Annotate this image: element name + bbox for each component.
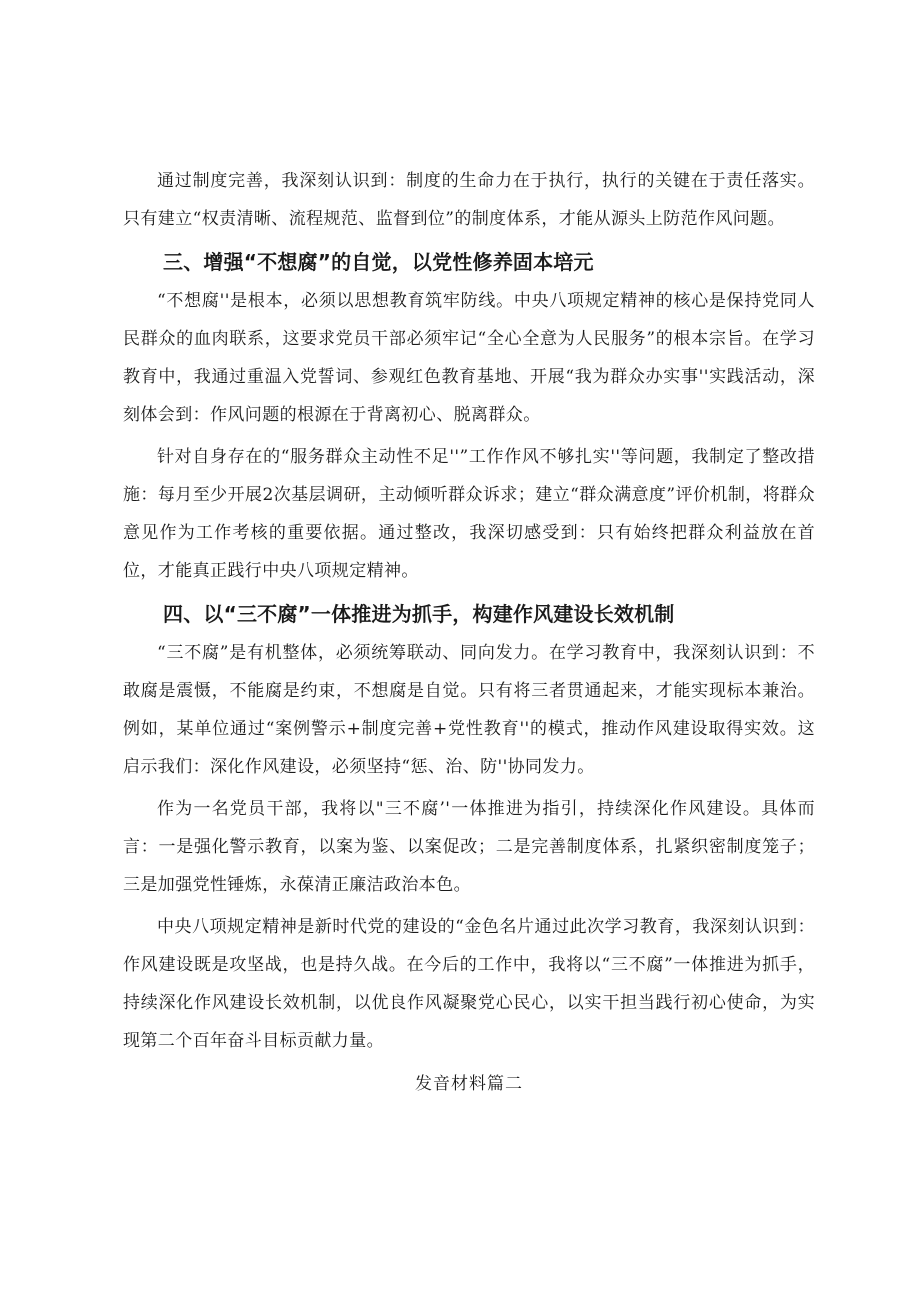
section-heading-four: 四、以“三不腐”一体推进为抓手，构建作风建设长效机制 xyxy=(163,602,675,626)
paragraph-rectification-measures: 针对自身存在的“服务群众主动性不足''”工作作风不够扎实''等问题，我制定了整改措施：每月至少开展2次基层调研，主动倾听群众诉求；建立“群众满意度”评价机制，将群众意见作为工作考核的重要依据。通过整改，我深切感受到：只有始终把群众利益放在首位，才能真正践行中央八项规定精神。 xyxy=(123,447,815,581)
paragraph-conclusion: 中央八项规定精神是新时代党的建设的“金色名片通过此次学习教育，我深刻认识到：作风建设既是攻坚战，也是持久战。在今后的工作中，我将以“三不腐”一体推进为抓手，持续深化作风建设长效机制，以优良作风凝聚党心民心，以实干担当践行初心使命，为实现第二个百年奋斗目标贡献力量。 xyxy=(123,917,815,1051)
paragraph-not-want-corrupt: “不想腐''是根本，必须以思想教育筑牢防线。中央八项规定精神的核心是保持党同人民群众的血肉联系，这要求党员干部必须牢记“全心全意为人民服务”的根本宗旨。在学习教育中，我通过重温入党誓词、参观红色教育基地、开展“我为群众办实事''实践活动，深刻体会到：作风问题的根源在于背离初心、脱离群众。 xyxy=(123,291,815,425)
paragraph-institution-execution: 通过制度完善，我深刻认识到：制度的生命力在于执行，执行的关键在于责任落实。只有建立“权责清晰、流程规范、监督到位”的制度体系，才能从源头上防范作风问题。 xyxy=(123,171,815,229)
document-body xyxy=(123,162,815,1104)
section-heading-three: 三、增强“不想腐”的自觉，以党性修养固本培元 xyxy=(163,250,594,274)
paragraph-party-member-commitment: 作为一名党员干部，我将以"三不腐’'一体推进为指引，持续深化作风建设。具体而言：一是强化警示教育，以案为鉴、以案促改；二是完善制度体系，扎紧织密制度笼子；三是加强党性锤炼，永葆清正廉洁政治本色。 xyxy=(123,799,815,895)
paragraph-three-no-corruption: “三不腐”是有机整体，必须统筹联动、同向发力。在学习教育中，我深刻认识到：不敢腐是震慑，不能腐是约束，不想腐是自觉。只有将三者贯通起来，才能实现标本兼治。例如，某单位通过“案例警示+制度完善+党性教育''的模式，推动作风建设取得实效。这启示我们：深化作风建设，必须坚持“惩、治、防''协同发力。 xyxy=(123,643,815,777)
next-material-title: 发音材料篇二 xyxy=(415,1074,523,1094)
